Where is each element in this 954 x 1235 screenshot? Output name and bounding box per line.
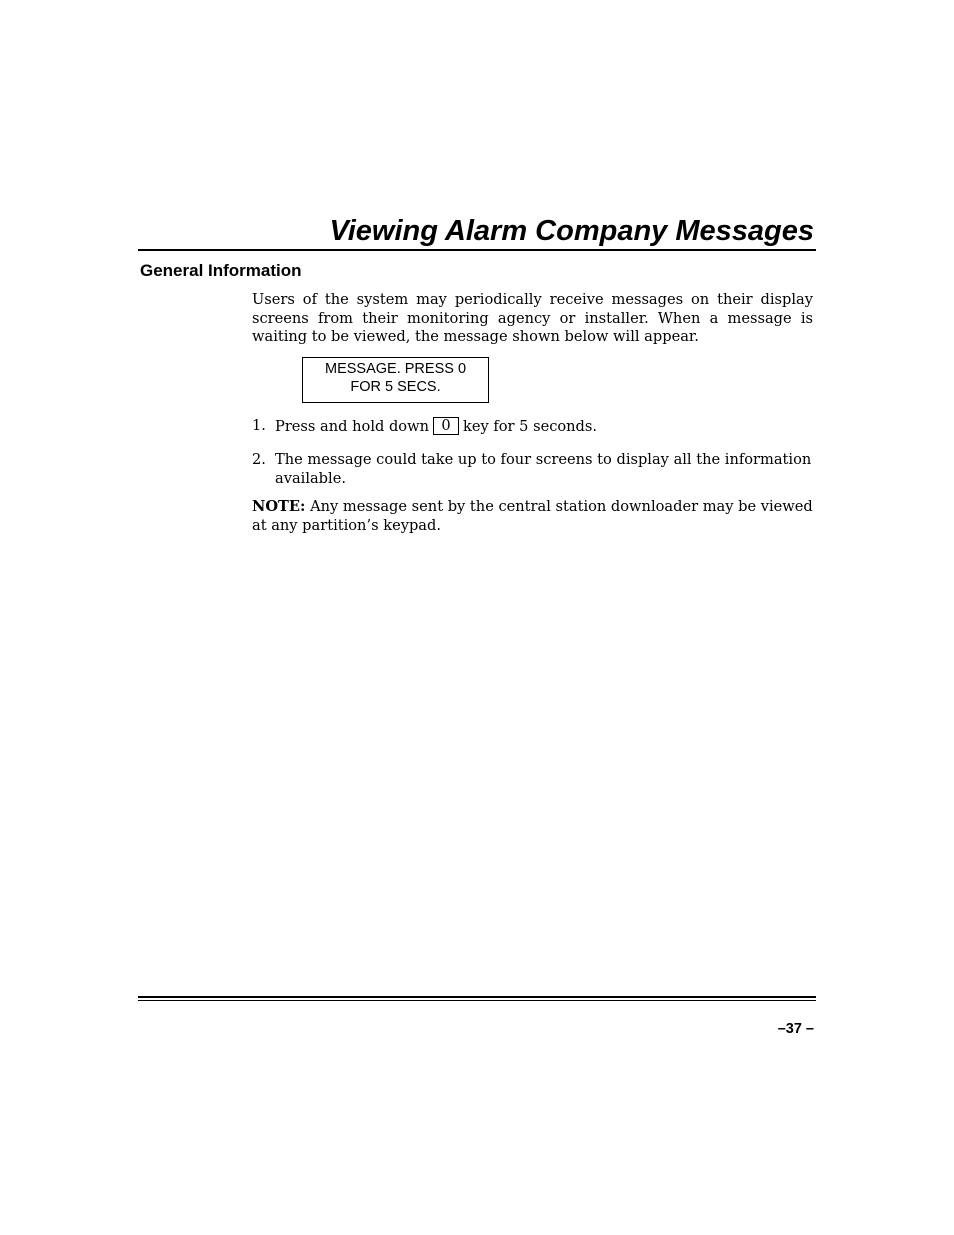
step-1 [252,417,813,437]
step-text-after: key for 5 seconds. [462,418,598,435]
step-2 [252,451,813,488]
note-label: NOTE: [252,498,306,515]
display-line-2: FOR 5 SECS. [350,379,441,395]
page-number: –37 – [777,1021,814,1037]
page-title: Viewing Alarm Company Messages [329,215,814,247]
key-0-box: 0 [433,417,459,435]
step-body: The message could take up to four screens to display all the information available. [275,451,812,487]
section-heading: General Information [140,261,302,280]
note-text: Any message sent by the central station downloader may be viewed at any partition’s keypad. [252,498,813,534]
step-text-before: Press and hold down [275,418,429,435]
step-number: 1. [252,417,266,434]
step-number: 2. [252,451,266,468]
intro-paragraph: Users of the system may periodically receive messages on their display screens from their monitoring agency or installer. When a message is waiting to be viewed, the message shown below will appear. [252,291,813,345]
step-body [275,417,813,437]
title-divider [138,249,816,251]
note-paragraph [252,498,813,535]
footer-divider [138,996,816,1001]
display-line-1: MESSAGE. PRESS 0 [324,361,467,377]
keypad-display-message [302,357,489,403]
